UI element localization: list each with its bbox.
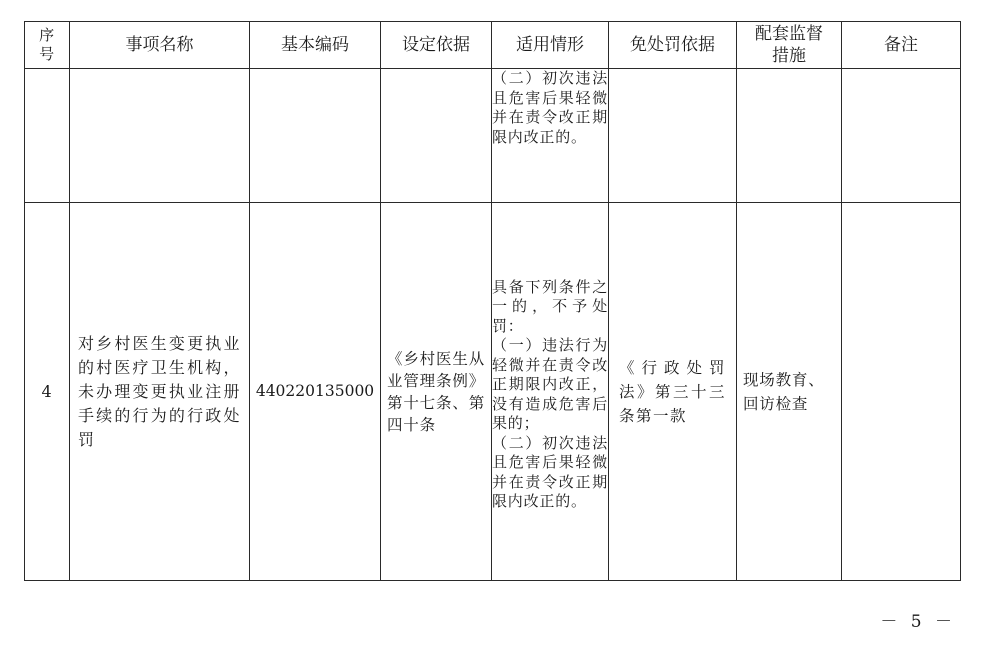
table-row-continuation: [25, 69, 961, 203]
cell-basis: 《乡村医生从业管理条例》第十七条、第四十条: [381, 203, 492, 581]
cell-name-empty: [70, 69, 250, 203]
cell-basis-empty: [381, 69, 492, 203]
cell-item-name: 对乡村医生变更执业的村医疗卫生机构，未办理变更执业注册手续的行为的行政处罚: [70, 203, 250, 581]
cell-remarks: [842, 203, 961, 581]
cell-seq: 4: [25, 203, 70, 581]
header-code: 基本编码: [250, 22, 381, 69]
header-measures: 配套监督 措施: [737, 22, 842, 69]
table-row-4: [25, 203, 961, 581]
cell-exempt-basis: 《行政处罚法》第三十三条第一款: [609, 203, 737, 581]
cell-situation-continuation: （二）初次违法且危害后果轻微并在责令改正期限内改正的。: [492, 69, 609, 203]
cell-exempt-empty: [609, 69, 737, 203]
header-remarks: 备注: [842, 22, 961, 69]
header-name: 事项名称: [70, 22, 250, 69]
cell-measures-empty: [737, 69, 842, 203]
cell-remarks-empty: [842, 69, 961, 203]
header-exempt-basis: 免处罚依据: [609, 22, 737, 69]
cell-situation: 具备下列条件之一的，不予处罚： （一）违法行为轻微并在责令改正期限内改正，没有造成危害后果的； （二）初次违法且危害后果轻微并在责令改正期限内改正的。: [492, 203, 609, 581]
cell-seq-empty: [25, 69, 70, 203]
header-row: [25, 22, 961, 69]
header-seq: 序 号: [25, 22, 70, 69]
header-basis: 设定依据: [381, 22, 492, 69]
header-situation: 适用情形: [492, 22, 609, 69]
cell-code-empty: [250, 69, 381, 203]
item-table: [24, 21, 961, 581]
cell-measures: 现场教育、回访检查: [737, 203, 842, 581]
page-number: － 5 －: [880, 612, 956, 632]
cell-basic-code: 440220135000: [250, 203, 381, 581]
